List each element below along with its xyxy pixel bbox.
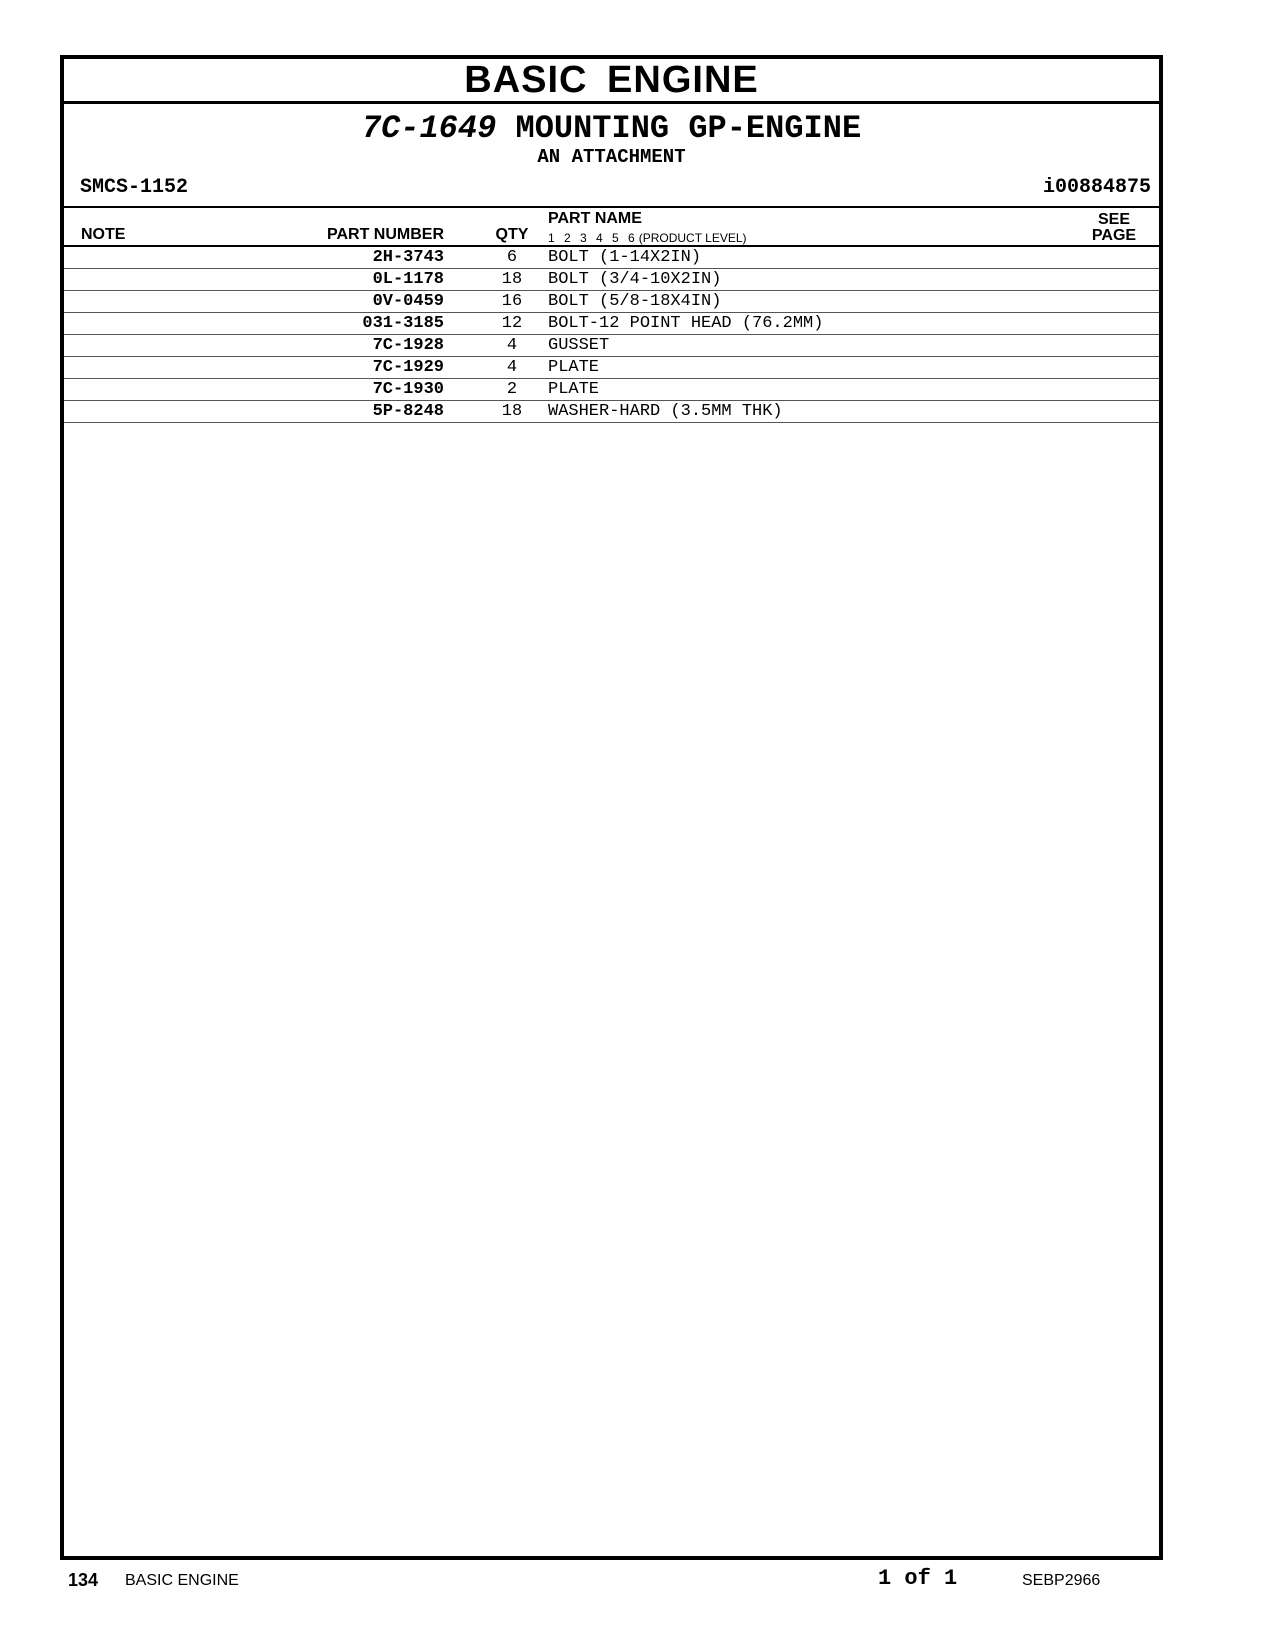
part-number-cell: 031-3185 [362,314,444,333]
qty-cell: 6 [506,248,518,267]
group-subtitle: AN ATTACHMENT [537,146,686,168]
part-name-cell: BOLT (5/8-18X4IN) [548,292,722,311]
section-title-text: BASIC ENGINE [464,59,759,101]
part-number-cell: 2H-3743 [372,248,444,267]
part-number-cell: 0V-0459 [372,292,444,311]
table-row [64,269,1159,291]
part-number-cell: 7C-1928 [372,336,444,355]
qty-cell: 18 [501,270,523,289]
table-row [64,247,1159,269]
table-row [64,291,1159,313]
part-name-cell: BOLT (1-14X2IN) [548,248,702,267]
product-level-label: (PRODUCT LEVEL) [638,231,747,245]
column-header-row [64,208,1159,247]
part-name-cell: BOLT-12 POINT HEAD (76.2MM) [548,314,824,333]
section-title [64,59,1159,104]
qty-cell: 16 [501,292,523,311]
group-part-number: 7C-1649 [361,110,497,147]
column-note: NOTE [81,226,126,243]
product-level-numbers: 1 2 3 4 5 6 [548,231,635,245]
column-see-page [1089,212,1139,244]
see-page-line-2: PAGE [1091,227,1137,244]
parts-table [64,247,1159,423]
part-name-cell: PLATE [548,380,600,399]
page-footer [0,1562,1275,1602]
part-number-cell: 0L-1178 [372,270,444,289]
table-row [64,335,1159,357]
column-qty: QTY [495,226,529,243]
product-levels [548,231,747,245]
part-name-cell: PLATE [548,358,600,377]
part-number-cell: 5P-8248 [372,402,444,421]
column-part-name: PART NAME [548,210,642,227]
qty-cell: 2 [506,380,518,399]
part-name-cell: BOLT (3/4-10X2IN) [548,270,722,289]
part-name-cell: WASHER-HARD (3.5MM THK) [548,402,783,421]
page-of: 1 of 1 [878,1566,958,1591]
qty-cell: 4 [506,336,518,355]
qty-cell: 12 [501,314,523,333]
qty-cell: 4 [506,358,518,377]
see-page-line-1: SEE [1097,211,1130,228]
footer-section: BASIC ENGINE [125,1572,239,1589]
table-row [64,379,1159,401]
group-title [64,112,1159,146]
document-id: SEBP2966 [1022,1572,1101,1589]
part-name-cell: GUSSET [548,336,610,355]
page-frame [60,55,1163,1560]
group-name: MOUNTING GP-ENGINE [515,110,862,147]
meta-row [64,176,1159,208]
smcs-code: SMCS-1152 [80,176,189,199]
illustration-id: i00884875 [1042,176,1151,199]
page-number: 134 [68,1570,99,1590]
qty-cell: 18 [501,402,523,421]
part-number-cell: 7C-1930 [372,380,444,399]
column-part-number: PART NUMBER [326,226,444,243]
part-number-cell: 7C-1929 [372,358,444,377]
table-row [64,401,1159,423]
table-row [64,313,1159,335]
table-row [64,357,1159,379]
